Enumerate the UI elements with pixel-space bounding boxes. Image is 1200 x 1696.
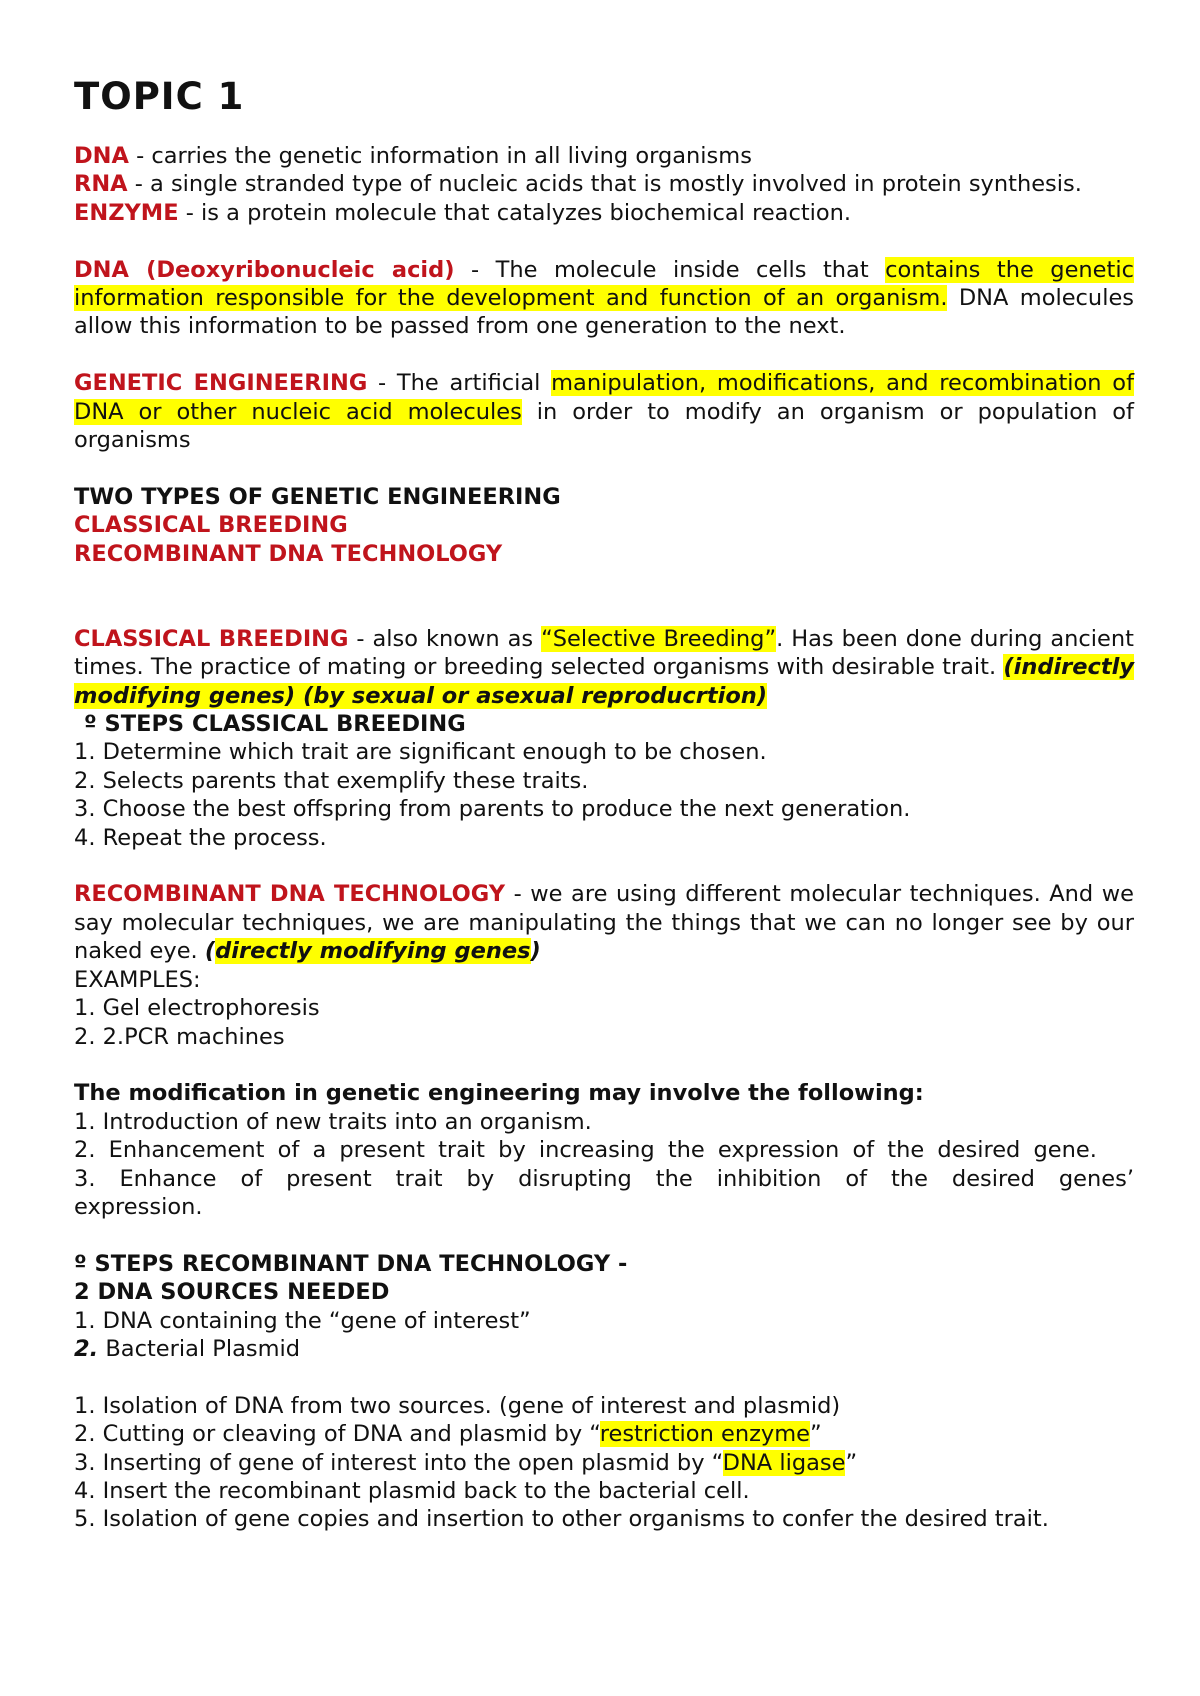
recombinant-text: - we are using different molecular techniques. And we say molecular techniques, we are manipulating the things that we can no longer see by our naked eye.	[74, 881, 1135, 965]
definition-rna	[74, 170, 1134, 198]
rdna-step	[74, 1420, 1134, 1448]
term-dna-full: DNA (Deoxyribonucleic acid)	[74, 256, 455, 283]
modification-item: 3. Enhance of present trait by disrupting the inhibition of the desired genes’ expression.	[74, 1165, 1134, 1220]
highlight-indirect-modification: (indirectly modifying genes) (by sexual or asexual reproducrtion)	[74, 654, 1134, 709]
dna-full-text-after: DNA molecules allow this information to be passed from one generation to the next.	[74, 285, 1135, 340]
paragraph-genetic-engineering	[74, 369, 1134, 454]
highlight-direct-modification: directly modifying genes	[215, 938, 531, 965]
genetic-engineering-text-before: - The artificial	[367, 370, 552, 397]
recombinant-emph-close: )	[530, 938, 541, 965]
dna-source-2-number: 2.	[74, 1335, 99, 1362]
dna-full-text-before: - The molecule inside cells that	[454, 256, 886, 283]
modification-item: 2. Enhancement of a present trait by increasing the expression of the desired gene.	[74, 1137, 1097, 1164]
rdna-step	[74, 1449, 1134, 1477]
genetic-engineering-text-after: in order to modify an organism or population of organisms	[74, 398, 1134, 454]
dna-source-item: 1. DNA containing the “gene of interest”	[74, 1307, 531, 1334]
term-rna: RNA	[74, 171, 128, 198]
term-genetic-engineering: GENETIC ENGINEERING	[74, 370, 368, 397]
example-item: 2. 2.PCR machines	[74, 1023, 285, 1050]
examples-label: EXAMPLES:	[74, 966, 201, 993]
classical-steps-heading: º STEPS CLASSICAL BREEDING	[84, 711, 466, 738]
highlight-dna-ligase: DNA ligase	[722, 1449, 846, 1476]
definition-enzyme-text: - is a protein molecule that catalyzes biochemical reaction.	[178, 199, 852, 226]
term-enzyme: ENZYME	[74, 199, 179, 226]
rdna-step: 5. Isolation of gene copies and insertion to other organisms to confer the desired trait.	[74, 1506, 1049, 1533]
dna-source-2-text: Bacterial Plasmid	[98, 1335, 301, 1362]
rdna-step-3-after: ”	[845, 1449, 858, 1476]
type-item-recombinant: RECOMBINANT DNA TECHNOLOGY	[74, 540, 503, 567]
highlight-genetic-engineering: manipulation, modifications, and recombination of DNA or other nucleic acid molecules	[74, 370, 1134, 425]
dna-sources-heading: 2 DNA SOURCES NEEDED	[74, 1279, 390, 1306]
type-item-classical: CLASSICAL BREEDING	[74, 512, 348, 539]
example-item: 1. Gel electrophoresis	[74, 995, 320, 1022]
definition-rna-text: - a single stranded type of nucleic acids that is mostly involved in protein synthesis.	[127, 171, 1082, 198]
classical-text-after: . Has been done during ancient times. The practice of mating or breeding selected organisms with desirable trait.	[74, 625, 1134, 681]
paragraph-dna-full	[74, 256, 1134, 341]
page-title: TOPIC 1	[74, 75, 245, 118]
dna-source-item	[74, 1335, 1134, 1363]
highlight-restriction-enzyme: restriction enzyme	[599, 1421, 810, 1448]
rdna-step-3-before: 3. Inserting of gene of interest into the open plasmid by “	[74, 1449, 723, 1476]
rdna-step-2-after: ”	[809, 1421, 822, 1448]
classical-step: 1. Determine which trait are significant enough to be chosen.	[74, 739, 767, 766]
term-dna: DNA	[74, 143, 129, 169]
classical-step: 3. Choose the best offspring from parents to produce the next generation.	[74, 796, 911, 823]
definition-dna-text: - carries the genetic information in all living organisms	[128, 143, 752, 169]
classical-text-before: - also known as	[348, 625, 542, 652]
highlight-selective-breeding: “Selective Breeding”	[541, 625, 777, 652]
recombinant-emph-open: (	[204, 938, 216, 965]
classical-step: 4. Repeat the process.	[74, 824, 327, 851]
modification-item: 1. Introduction of new traits into an organism.	[74, 1108, 592, 1135]
rdna-steps-heading: º STEPS RECOMBINANT DNA TECHNOLOGY -	[74, 1250, 628, 1277]
classical-step: 2. Selects parents that exemplify these traits.	[74, 767, 589, 794]
types-heading: TWO TYPES OF GENETIC ENGINEERING	[74, 483, 561, 510]
definition-dna	[74, 142, 1134, 170]
rdna-step: 1. Isolation of DNA from two sources. (gene of interest and plasmid)	[74, 1392, 841, 1419]
paragraph-recombinant	[74, 880, 1134, 965]
paragraph-classical-breeding	[74, 625, 1134, 710]
rdna-step: 4. Insert the recombinant plasmid back to the bacterial cell.	[74, 1477, 750, 1504]
rdna-step-2-before: 2. Cutting or cleaving of DNA and plasmid by “	[74, 1421, 600, 1448]
modification-heading: The modification in genetic engineering may involve the following:	[74, 1080, 924, 1107]
highlight-dna-full: contains the genetic information responsible for the development and function of an organism.	[74, 256, 1134, 312]
term-recombinant: RECOMBINANT DNA TECHNOLOGY	[74, 881, 506, 908]
term-classical-breeding: CLASSICAL BREEDING	[74, 625, 349, 652]
definition-enzyme	[74, 199, 1134, 227]
